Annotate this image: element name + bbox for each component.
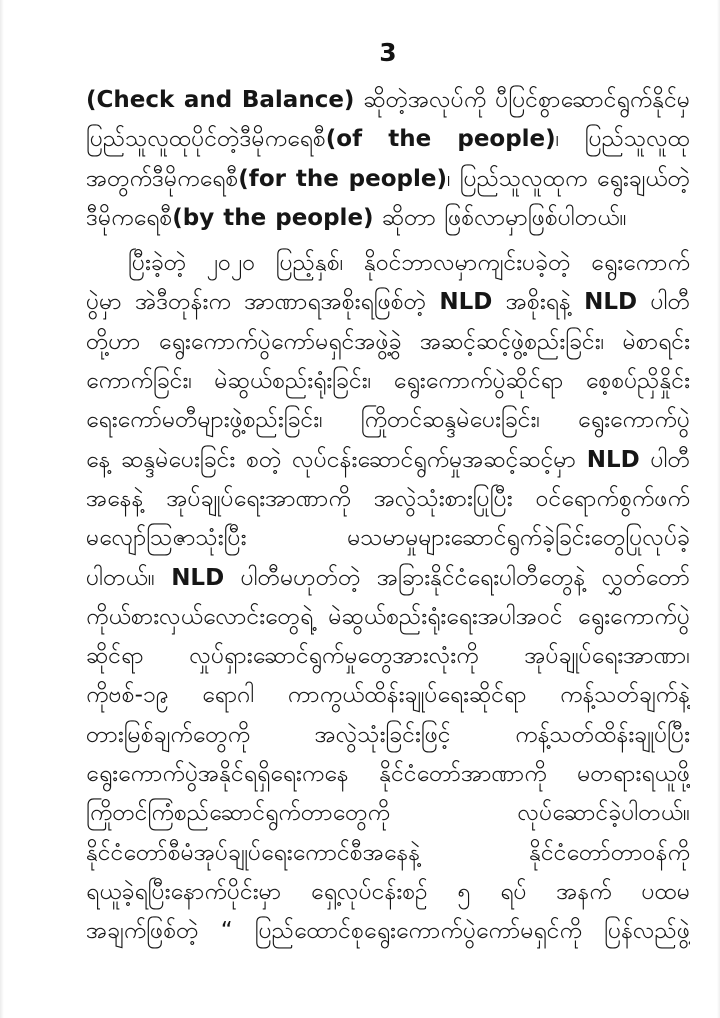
text-line: ရယူခဲ့ရပြီးနောက်ပိုင်းမှာ ရှေ့လုပ်ငန်းစဉ် ၅ ရပ် အနက် ပထမ (86, 878, 690, 905)
text-line: ကိုယ်စားလှယ်လောင်းတွေရဲ့ မဲဆွယ်စည်းရုံးရေးအပါအဝင် ရွေးကောက်ပွဲ (86, 603, 690, 630)
text-line: တို့ဟာ ရွေးကောက်ပွဲကော်မရှင်အဖွဲ့ခွဲ အဆင့်ဆင့်ဖွဲ့စည်းခြင်း၊ မဲစာရင်း (86, 328, 690, 355)
paragraph (86, 81, 690, 238)
text-line: (Check and Balance) ဆိုတဲ့အလုပ်ကို ပီပြင်စွာဆောင်ရွက်နိုင်မှ (86, 87, 690, 113)
text-line: ဆိုင်ရာ လှုပ်ရှားဆောင်ရွက်မှုတွေအားလုံးကို အုပ်ချုပ်ရေးအာဏာ၊ (86, 643, 690, 670)
text-line: ပါတယ်။ NLD ပါတီမဟုတ်တဲ့ အခြားနိုင်ငံရေးပါတီတွေနဲ့ လွှတ်တော် (86, 564, 690, 591)
text-line: နိုင်ငံတော်စီမံအုပ်ချုပ်ရေးကောင်စီအနေနဲ့ နိုင်ငံတော်တာဝန်ကို (86, 839, 690, 866)
document-body (86, 81, 690, 952)
text-line: ပြည်သူလူထုပိုင်တဲ့ဒီမိုကရေစီ(of the people)၊ ပြည်သူလူထု (86, 126, 690, 153)
paragraph (86, 244, 690, 951)
page-number: 3 (379, 38, 397, 67)
text-line: အနေနဲ့ အုပ်ချုပ်ရေးအာဏာကို အလွဲသုံးစားပြုပြီး ဝင်ရောက်စွက်ဖက် (86, 485, 690, 512)
text-line: ဒီမိုကရေစီ(by the people) ဆိုတာ ဖြစ်လာမှာဖြစ်ပါတယ်။ (86, 204, 627, 231)
text-line: ကိုဗစ်-၁၉ ရောဂါ ကာကွယ်ထိန်းချုပ်ရေးဆိုင်ရာ ကန့်သတ်ချက်နဲ့ (86, 682, 690, 709)
text-line: နေ့ ဆန္ဒမဲပေးခြင်း စတဲ့ လုပ်ငန်းဆောင်ရွက်မှုအဆင့်ဆင့်မှာ NLD ပါတီ (86, 446, 690, 473)
text-line: မလျော်ဩဇာသုံးပြီး မသမာမှုများဆောင်ရွက်ခဲ့ခြင်းတွေပြုလုပ်ခဲ့ (86, 525, 690, 552)
page-edge-shadow-left (0, 0, 4, 1018)
text-line: ကြိုတင်ကြံစည်ဆောင်ရွက်တာတွေကို လုပ်ဆောင်ခဲ့ပါတယ်။ (86, 800, 690, 827)
text-line: ပွဲမှာ အဲဒီတုန်းက အာဏာရအစိုးရဖြစ်တဲ့ NLD အစိုးရနဲ့ NLD ပါတီ (86, 289, 690, 316)
text-line: ပြီးခဲ့တဲ့ ၂၀၂၀ ပြည့်နှစ်၊ နိုဝင်ဘာလမှာကျင်းပခဲ့တဲ့ ရွေးကောက် (128, 250, 690, 277)
text-line: ကောက်ခြင်း၊ မဲဆွယ်စည်းရုံးခြင်း၊ ရွေးကောက်ပွဲဆိုင်ရာ စေ့စပ်ညှိနှိုင်း (86, 368, 690, 395)
text-line: အတွက်ဒီမိုကရေစီ(for the people)၊ ပြည်သူလူထုက ရွေးချယ်တဲ့ (86, 165, 690, 192)
text-line: တားမြစ်ချက်တွေကို အလွဲသုံးခြင်းဖြင့် ကန့်သတ်ထိန်းချုပ်ပြီး (86, 721, 690, 748)
text-line: ရေးကော်မတီများဖွဲ့စည်းခြင်း၊ ကြိုတင်ဆန္ဒမဲပေးခြင်း၊ ရွေးကောက်ပွဲ (86, 407, 690, 434)
text-line: အချက်ဖြစ်တဲ့ “ ပြည်ထောင်စုရွေးကောက်ပွဲကော်မရှင်ကို ပြန်လည်ဖွဲ့ (86, 918, 690, 945)
text-line: ရွေးကောက်ပွဲအနိုင်ရရှိရေးကနေ နိုင်ငံတော်အာဏာကို မတရားရယူဖို့ (86, 761, 690, 788)
